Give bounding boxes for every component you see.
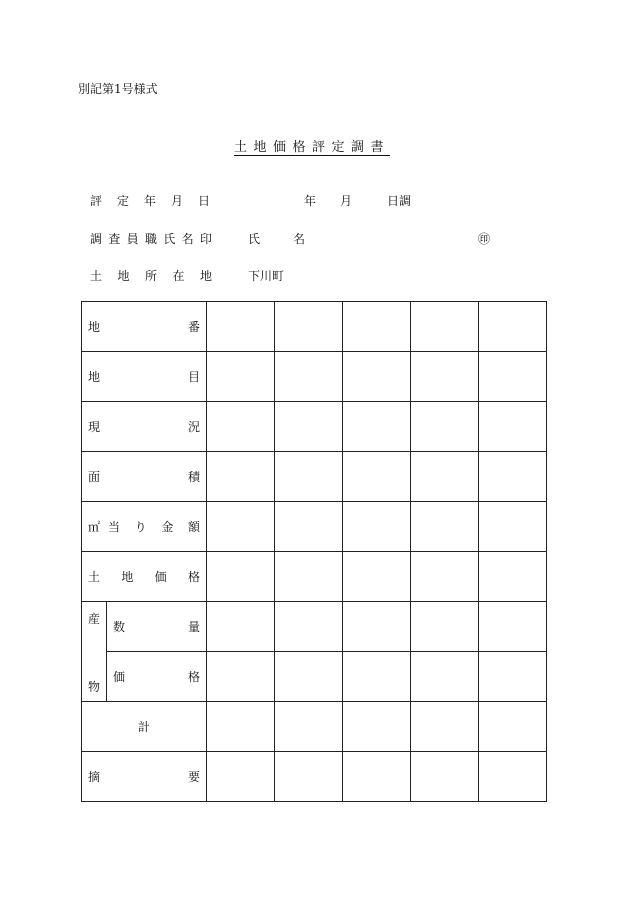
cell[interactable] (411, 552, 479, 602)
label-char: 摘 (88, 770, 101, 784)
label-char: 印 (199, 232, 212, 246)
cell[interactable] (479, 302, 547, 352)
produce-bottom-char: 物 (88, 680, 101, 694)
label-char: 氏 (163, 232, 176, 246)
cell[interactable] (479, 352, 547, 402)
cell[interactable] (411, 752, 479, 802)
cell[interactable] (343, 352, 411, 402)
label-char: 現 (88, 420, 101, 434)
label-char: 目 (187, 370, 200, 384)
row-label-lot-number (82, 302, 207, 352)
cell[interactable] (479, 702, 547, 752)
cell[interactable] (479, 602, 547, 652)
cell[interactable] (207, 702, 275, 752)
cell[interactable] (411, 502, 479, 552)
cell[interactable] (275, 502, 343, 552)
label-char: 日 (197, 194, 210, 208)
label-char: 格 (187, 670, 200, 684)
label-char: 評 (90, 194, 103, 208)
row-quantity (82, 602, 547, 652)
cell[interactable] (207, 352, 275, 402)
row-label-total: 計 (82, 702, 207, 752)
eval-date-label-text (90, 192, 210, 209)
row-label-area (82, 452, 207, 502)
eval-date-label (90, 192, 210, 209)
row-lot-number (82, 302, 547, 352)
label-char: 職 (144, 232, 157, 246)
label-char: 当 (108, 520, 121, 534)
label-char: 額 (187, 520, 200, 534)
label-char: 価 (113, 670, 126, 684)
label-char: 所 (144, 269, 157, 283)
cell[interactable] (343, 452, 411, 502)
label-char: 価 (154, 570, 167, 584)
form-identifier: 別記第1号様式 (78, 82, 158, 96)
label-char: 名 (181, 232, 194, 246)
cell[interactable] (275, 552, 343, 602)
cell[interactable] (479, 402, 547, 452)
cell[interactable] (275, 302, 343, 352)
cell[interactable] (479, 752, 547, 802)
cell[interactable] (411, 452, 479, 502)
cell[interactable] (343, 602, 411, 652)
cell[interactable] (411, 652, 479, 702)
label-char: 地 (88, 320, 101, 334)
label-char: 地 (199, 269, 212, 283)
row-price (82, 652, 547, 702)
row-label-remarks (82, 752, 207, 802)
row-unit-price (82, 502, 547, 552)
label-char: 地 (88, 370, 101, 384)
location-label (90, 267, 212, 284)
row-remarks (82, 752, 547, 802)
cell[interactable] (411, 402, 479, 452)
row-label-current-condition (82, 402, 207, 452)
label-char: 金 (161, 520, 174, 534)
cell[interactable] (343, 502, 411, 552)
row-label-produce (82, 602, 107, 702)
cell[interactable] (275, 402, 343, 452)
cell[interactable] (343, 752, 411, 802)
cell[interactable] (411, 352, 479, 402)
row-land-category (82, 352, 547, 402)
label-char: 在 (172, 269, 185, 283)
cell[interactable] (275, 652, 343, 702)
cell[interactable] (275, 752, 343, 802)
cell[interactable] (275, 702, 343, 752)
cell[interactable] (207, 602, 275, 652)
date-year-label: 年 (304, 194, 317, 208)
cell[interactable] (343, 702, 411, 752)
label-char: 量 (187, 620, 200, 634)
land-price-table (81, 301, 547, 802)
cell[interactable] (343, 302, 411, 352)
cell[interactable] (207, 502, 275, 552)
location-value: 下川町 (248, 269, 285, 283)
label-char: 数 (113, 620, 126, 634)
label-char: り (134, 520, 147, 534)
label-char: 月 (170, 194, 183, 208)
date-day-label: 日調 (387, 194, 412, 208)
cell[interactable] (275, 352, 343, 402)
row-total (82, 702, 547, 752)
label-char: 積 (187, 470, 200, 484)
label-char: 氏 (248, 232, 261, 246)
row-label-quantity (107, 602, 207, 652)
cell[interactable] (479, 502, 547, 552)
cell[interactable] (275, 452, 343, 502)
cell[interactable] (207, 552, 275, 602)
label-char: 土 (90, 269, 103, 283)
cell[interactable] (207, 452, 275, 502)
cell[interactable] (207, 752, 275, 802)
cell[interactable] (479, 552, 547, 602)
row-area (82, 452, 547, 502)
date-month-label: 月 (340, 194, 353, 208)
row-land-price (82, 552, 547, 602)
name-label (248, 230, 305, 247)
row-current-condition (82, 402, 547, 452)
cell[interactable] (411, 602, 479, 652)
label-char: 番 (187, 320, 200, 334)
row-label-price (107, 652, 207, 702)
cell[interactable] (343, 652, 411, 702)
label-char: 査 (108, 232, 121, 246)
cell[interactable] (411, 302, 479, 352)
unit-price-prefix: ㎡ (88, 520, 101, 534)
name-label-text (248, 230, 305, 247)
label-char: 地 (121, 570, 134, 584)
investigator-label (90, 230, 212, 247)
label-char: 調 (90, 232, 103, 246)
label-char: 況 (187, 420, 200, 434)
row-label-land-category (82, 352, 207, 402)
label-char: 員 (126, 232, 139, 246)
label-char: 定 (116, 194, 129, 208)
cell[interactable] (343, 552, 411, 602)
label-char: 格 (187, 570, 200, 584)
cell[interactable] (479, 452, 547, 502)
produce-top-char: 産 (88, 612, 101, 626)
label-char: 土 (88, 570, 101, 584)
seal-mark: ㊞ (478, 232, 491, 246)
cell[interactable] (411, 702, 479, 752)
cell[interactable] (207, 302, 275, 352)
investigator-label-text (90, 230, 212, 247)
cell[interactable] (275, 602, 343, 652)
document-title: 土地価格評定調書 (233, 140, 390, 155)
label-char: 名 (292, 232, 305, 246)
row-label-land-price (82, 552, 207, 602)
label-char: 要 (187, 770, 200, 784)
cell[interactable] (479, 652, 547, 702)
label-char: 年 (143, 194, 156, 208)
cell[interactable] (207, 402, 275, 452)
label-char: 地 (117, 269, 130, 283)
row-label-unit-price (82, 502, 207, 552)
location-label-text (90, 267, 212, 284)
cell[interactable] (207, 652, 275, 702)
label-char: 面 (88, 470, 101, 484)
cell[interactable] (343, 402, 411, 452)
